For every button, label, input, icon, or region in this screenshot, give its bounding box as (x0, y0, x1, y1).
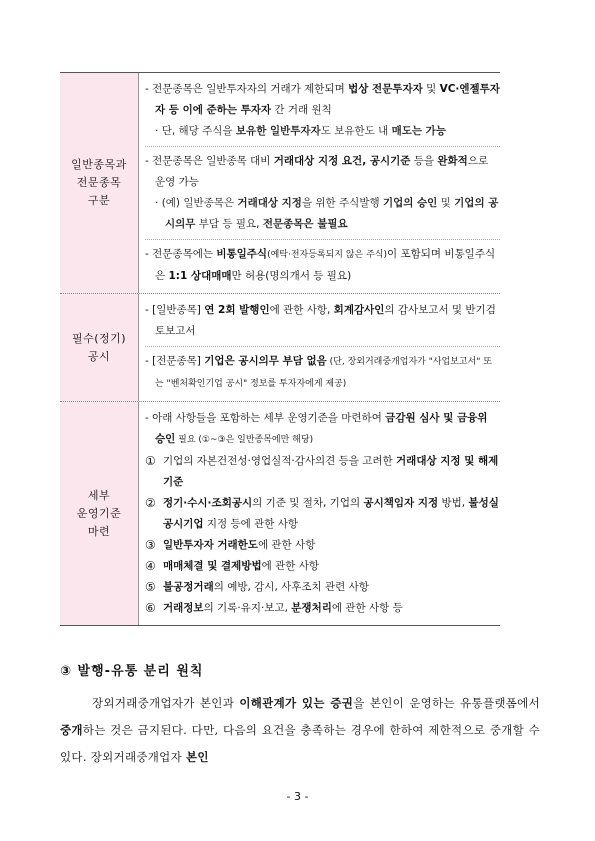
bullet-item: - 아래 사항들을 포함하는 세부 운영기준을 마련하여 금감원 심사 및 금융위 승인 필요 (①~③은 일반종목에만 해당) (145, 408, 500, 451)
numbered-item: ⑥ 거래정보의 기록·유지·보고, 분쟁처리에 관한 사항 등 (145, 601, 403, 615)
row-content (139, 294, 500, 401)
table-row (60, 402, 500, 625)
sub-bullet-item: · (예) 일반종목은 거래대상 지정을 위한 주식발행 기업의 승인 및 기업의 공시의무 부담 등 필요, 전문종목은 불필요 (145, 193, 500, 235)
table-row (60, 294, 500, 402)
category-line: 운영기준 (76, 506, 122, 520)
row-content (139, 73, 500, 293)
table-row (60, 73, 500, 294)
bullet-item: - [일반종목] 연 2회 발행인에 관한 사항, 회계감사인의 감사보고서 및 반기검토보고서 (145, 300, 500, 342)
info-table (60, 72, 500, 626)
row-content (139, 402, 500, 625)
numbered-item: ⑤ 불공정거래의 예방, 감시, 사후조치 관련 사항 (145, 580, 369, 594)
sub-bullet-item: · 단, 해당 주식을 보유한 일반투자자도 보유한도 내 매도는 가능 (145, 121, 500, 142)
numbered-item: ① 기업의 자본건전성·영업실적·감사의견 등을 고려한 거래대상 지정 및 해제 기준 (145, 454, 499, 488)
row-category (60, 402, 139, 625)
category-line: 일반종목과 (71, 158, 127, 171)
category-line: 필수(정기) (71, 331, 127, 345)
divider (145, 346, 500, 347)
row-category (60, 294, 139, 401)
numbered-item: ④ 매매체결 및 결제방법에 관한 사항 (145, 559, 319, 573)
category-line: 공시 (87, 349, 111, 363)
category-line: 전문종목 (76, 176, 122, 189)
divider (145, 239, 500, 240)
bullet-item: - 전문종목에는 비통일주식(예탁·전자등록되지 않은 주식)이 포함되며 비통일주식은 1:1 상대매매만 허용(명의개서 등 필요) (145, 244, 500, 287)
section-heading: ③ 발행-유통 분리 원칙 (60, 664, 204, 679)
bullet-item: - [전문종목] 기업은 공시의무 부담 없음 (단, 장외거래중개업자가 "사업보고서" 또는 "벤처확인기업 공시" 정보를 투자자에게 제공) (145, 351, 500, 395)
bullet-item: - 전문종목은 일반투자자의 거래가 제한되며 법상 전문투자자 및 VC·엔젤투자자 등 이에 준하는 투자자 간 거래 원칙 (145, 79, 500, 121)
row-category (60, 73, 139, 293)
numbered-item: ② 정기·수시·조회공시의 기준 및 절차, 기업의 공시책임자 지정 방법, 불성실공시기업 지정 등에 관한 사항 (145, 496, 499, 530)
numbered-item: ③ 일반투자자 거래한도에 관한 사항 (145, 538, 316, 552)
category-line: 세부 (87, 488, 111, 502)
category-line: 마련 (87, 524, 111, 538)
bullet-item: - 전문종목은 일반종목 대비 거래대상 지정 요건, 공시기준 등을 완화적으로 운영 가능 (145, 151, 500, 193)
body-paragraph: 장외거래중개업자가 본인과 이해관계가 있는 증권을 본인이 운영하는 유통플랫폼에서 중개하는 것은 금지된다. 다만, 다음의 요건을 충족하는 경우에 한하여 제한적으로 중개할 수 있다. 장외거래중개업자 본인 (60, 696, 540, 764)
category-line: 구분 (87, 194, 111, 207)
divider (145, 146, 500, 147)
page-number: - 3 - (286, 790, 309, 803)
